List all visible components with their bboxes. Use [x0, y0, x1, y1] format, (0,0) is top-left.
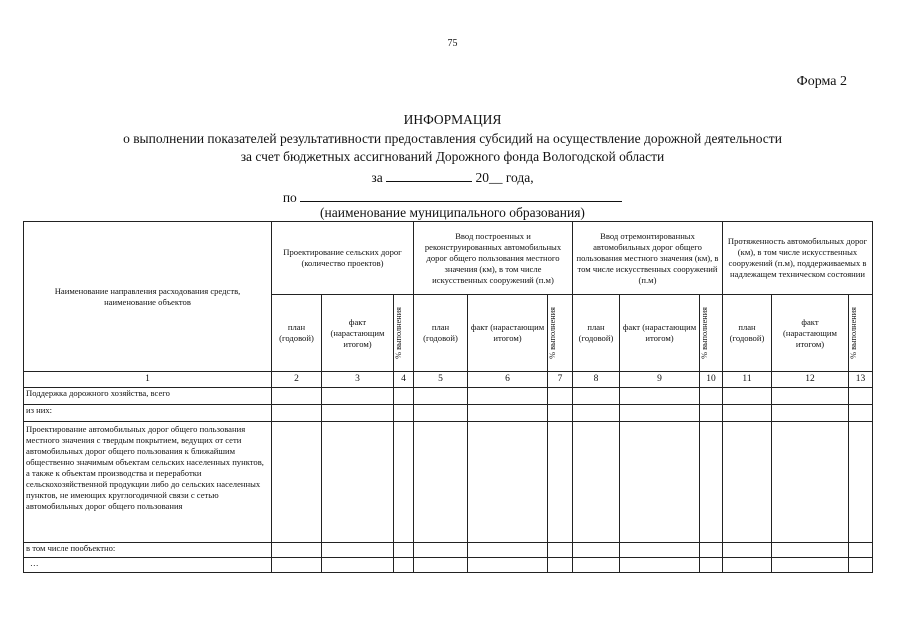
- group-design: Проектирование сельских дорог (количество проектов): [272, 222, 414, 295]
- col-number: 9: [620, 372, 700, 388]
- header-name-column: Наименование направления расходования средств, наименование объектов: [24, 222, 272, 372]
- data-cell[interactable]: [573, 422, 620, 543]
- municipality-blank: [300, 188, 622, 202]
- data-cell[interactable]: [772, 405, 849, 422]
- period-blank: [386, 168, 472, 182]
- period-year: 20__: [475, 170, 503, 185]
- data-cell[interactable]: [772, 558, 849, 573]
- sub-fact: факт (нарастающим итогом): [772, 295, 849, 372]
- data-cell[interactable]: [723, 388, 772, 405]
- col-number: 10: [700, 372, 723, 388]
- data-cell[interactable]: [700, 543, 723, 558]
- data-cell[interactable]: [272, 422, 322, 543]
- data-cell[interactable]: [723, 405, 772, 422]
- data-cell[interactable]: [414, 558, 468, 573]
- data-cell[interactable]: [414, 405, 468, 422]
- data-cell[interactable]: [548, 558, 573, 573]
- col-number: 12: [772, 372, 849, 388]
- data-cell[interactable]: [414, 388, 468, 405]
- form-label: Форма 2: [796, 74, 847, 89]
- col-number: 13: [849, 372, 873, 388]
- data-cell[interactable]: [700, 422, 723, 543]
- sub-fact: факт (нарастающим итогом): [468, 295, 548, 372]
- col-number: 4: [394, 372, 414, 388]
- sub-pct: % выполнения: [700, 295, 723, 372]
- data-cell[interactable]: [772, 388, 849, 405]
- sub-plan: план (годовой): [414, 295, 468, 372]
- col-number: 7: [548, 372, 573, 388]
- data-cell[interactable]: [322, 543, 394, 558]
- group-repair: Ввод отремонтированных автомобильных дорог общего пользования местного значения (км), в том числе искусственных сооружений (п.м): [573, 222, 723, 295]
- data-cell[interactable]: [548, 543, 573, 558]
- data-cell[interactable]: [272, 543, 322, 558]
- municipality-po: по: [282, 190, 297, 205]
- data-cell[interactable]: [548, 405, 573, 422]
- data-cell[interactable]: [700, 558, 723, 573]
- page-number: 75: [447, 38, 458, 49]
- data-cell[interactable]: [394, 543, 414, 558]
- data-cell[interactable]: [620, 558, 700, 573]
- data-cell[interactable]: [849, 558, 873, 573]
- sub-fact: факт (нарастающим итогом): [620, 295, 700, 372]
- data-cell[interactable]: [849, 543, 873, 558]
- table-row: [24, 422, 873, 543]
- period-za: за: [371, 170, 383, 185]
- data-cell[interactable]: [394, 405, 414, 422]
- data-cell[interactable]: [620, 422, 700, 543]
- indicators-table: [23, 221, 873, 573]
- sub-fact: факт (нарастающим итогом): [322, 295, 394, 372]
- municipality-caption: (наименование муниципального образования): [320, 205, 585, 220]
- data-cell[interactable]: [723, 558, 772, 573]
- col-number: 6: [468, 372, 548, 388]
- col-number: 1: [24, 372, 272, 388]
- data-cell[interactable]: [723, 543, 772, 558]
- data-cell[interactable]: [548, 388, 573, 405]
- title-line-1: о выполнении показателей результативности предоставления субсидий на осуществление дорожной деятельности: [123, 131, 782, 146]
- data-cell[interactable]: [700, 405, 723, 422]
- sub-pct: % выполнения: [849, 295, 873, 372]
- data-cell[interactable]: [322, 558, 394, 573]
- data-cell[interactable]: [573, 405, 620, 422]
- data-cell[interactable]: [322, 405, 394, 422]
- data-cell[interactable]: [272, 558, 322, 573]
- data-cell[interactable]: [468, 422, 548, 543]
- row-label: в том числе пообъектно:: [24, 543, 272, 558]
- col-number: 11: [723, 372, 772, 388]
- sub-pct: % выполнения: [548, 295, 573, 372]
- group-length: Протяженность автомобильных дорог (км), в том числе искусственных сооружений (п.м), поддерживаемых в надлежащем техническом состоянии: [723, 222, 873, 295]
- data-cell[interactable]: [772, 422, 849, 543]
- sub-plan: план (годовой): [723, 295, 772, 372]
- data-cell[interactable]: [468, 388, 548, 405]
- data-cell[interactable]: [468, 405, 548, 422]
- data-cell[interactable]: [272, 388, 322, 405]
- period-line: [0, 168, 905, 187]
- data-cell[interactable]: [573, 543, 620, 558]
- data-cell[interactable]: [573, 388, 620, 405]
- table-row: [24, 558, 873, 573]
- title-line-2: за счет бюджетных ассигнований Дорожного фонда Вологодской области: [240, 149, 665, 164]
- data-cell[interactable]: [394, 422, 414, 543]
- col-number: 2: [272, 372, 322, 388]
- data-cell[interactable]: [573, 558, 620, 573]
- table-row: [24, 543, 873, 558]
- row-label: Проектирование автомобильных дорог общего пользования местного значения с твердым покрытием, ведущих от сети автомобильных дорог общего пользования к ближайшим общественно значимым объектам сельских населенных пунктов, а также к объектам производства и переработки сельскохозяйственной продукции либо до сельских населенных пунктов, не имеющих круглогодичной связи с сетью автомобильных дорог общего пользования: [24, 422, 272, 543]
- data-cell[interactable]: [620, 405, 700, 422]
- group-construction: Ввод построенных и реконструированных автомобильных дорог общего пользования местного значения (км), в том числе искусственных сооружений (п.м): [414, 222, 573, 295]
- column-numbers-row: [24, 372, 873, 388]
- col-number: 5: [414, 372, 468, 388]
- row-label: …: [24, 558, 272, 573]
- row-label: Поддержка дорожного хозяйства, всего: [24, 388, 272, 405]
- data-cell[interactable]: [394, 388, 414, 405]
- data-cell[interactable]: [548, 422, 573, 543]
- data-cell[interactable]: [468, 558, 548, 573]
- data-cell[interactable]: [468, 543, 548, 558]
- data-cell[interactable]: [723, 422, 772, 543]
- table-row: [24, 405, 873, 422]
- data-cell[interactable]: [394, 558, 414, 573]
- data-cell[interactable]: [700, 388, 723, 405]
- data-cell[interactable]: [322, 388, 394, 405]
- data-cell[interactable]: [849, 405, 873, 422]
- document-title: ИНФОРМАЦИЯ: [403, 112, 502, 127]
- data-cell[interactable]: [322, 422, 394, 543]
- data-cell[interactable]: [414, 543, 468, 558]
- data-cell[interactable]: [849, 422, 873, 543]
- data-cell[interactable]: [849, 388, 873, 405]
- sub-plan: план (годовой): [272, 295, 322, 372]
- data-cell[interactable]: [620, 543, 700, 558]
- data-cell[interactable]: [772, 543, 849, 558]
- col-number: 8: [573, 372, 620, 388]
- col-number: 3: [322, 372, 394, 388]
- sub-plan: план (годовой): [573, 295, 620, 372]
- row-label: из них:: [24, 405, 272, 422]
- period-year-suffix: года,: [505, 170, 534, 185]
- data-cell[interactable]: [414, 422, 468, 543]
- data-cell[interactable]: [272, 405, 322, 422]
- sub-pct: % выполнения: [394, 295, 414, 372]
- data-cell[interactable]: [620, 388, 700, 405]
- table-row: [24, 388, 873, 405]
